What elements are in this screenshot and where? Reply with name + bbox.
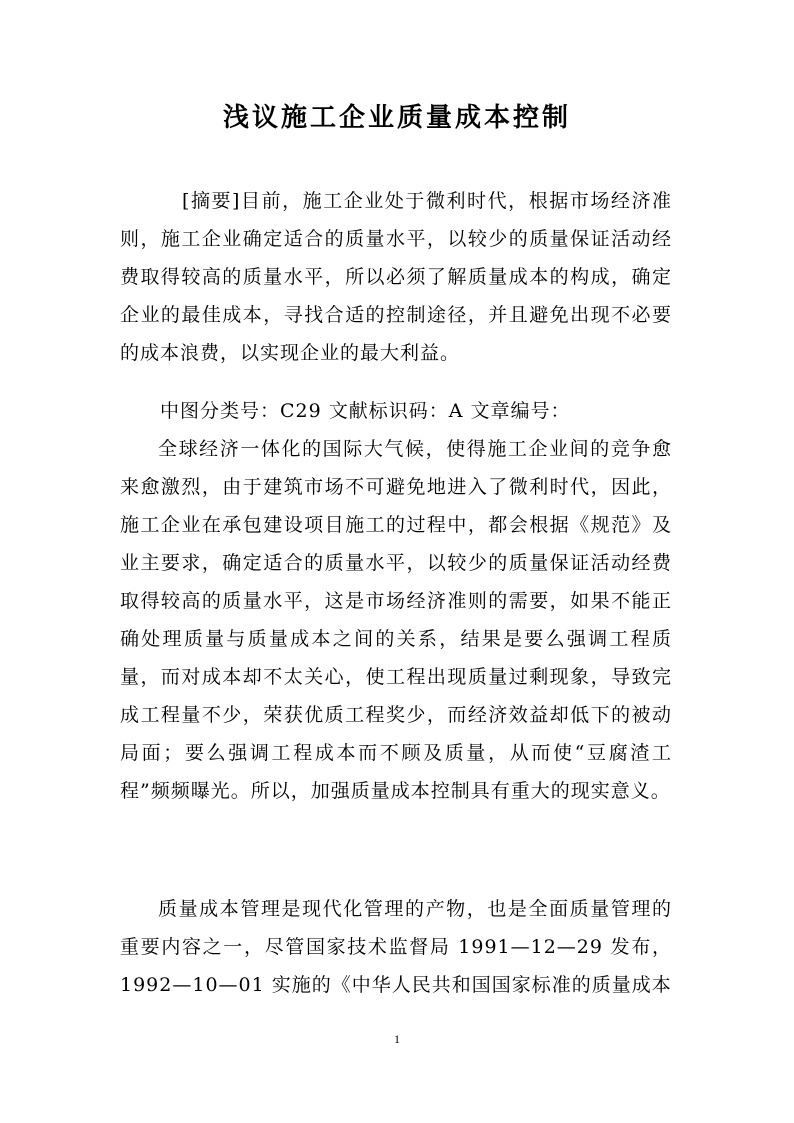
body-paragraph-2: 质量成本管理是现代化管理的产物，也是全面质量管理的重要内容之一，尽管国家技术监督局 1991—12—29 发布，1992—10—01 实施的《中华人民共和国国家标准的质量成本 [120,898,672,996]
abstract-paragraph: [摘要]目前，施工企业处于微利时代，根据市场经济准则，施工企业确定适合的质量水平，以较少的质量保证活动经费取得较高的质量水平，所以必须了解质量成本的构成，确定企业的最佳成本，寻找合适的控制途径，并且避免出现不必要的成本浪费，以实现企业的最大利益。 [120,190,672,364]
body-paragraph-1: 全球经济一体化的国际大气候，使得施工企业间的竞争愈来愈激烈，由于建筑市场不可避免地进入了微利时代，因此，施工企业在承包建设项目施工的过程中，都会根据《规范》及业主要求，确定适合的质量水平，以较少的质量保证活动经费取得较高的质量水平，这是市场经济准则的需要，如果不能正确处理质量与质量成本之间的关系，结果是要么强调工程质量，而对成本却不太关心，使工程出现质量过剩现象，导致完成工程量不少，荣获优质工程奖少，而经济效益却低下的被动局面；要么强调工程成本而不顾及质量，从而使“豆腐渣工程”频频曝光。所以，加强质量成本控制具有重大的现实意义。 [120,438,672,802]
page-number: 1 [394,1032,400,1046]
classification-line: 中图分类号：C29 文献标识码：A 文章编号： [160,400,571,422]
document-title: 浅议施工企业质量成本控制 [222,103,571,133]
